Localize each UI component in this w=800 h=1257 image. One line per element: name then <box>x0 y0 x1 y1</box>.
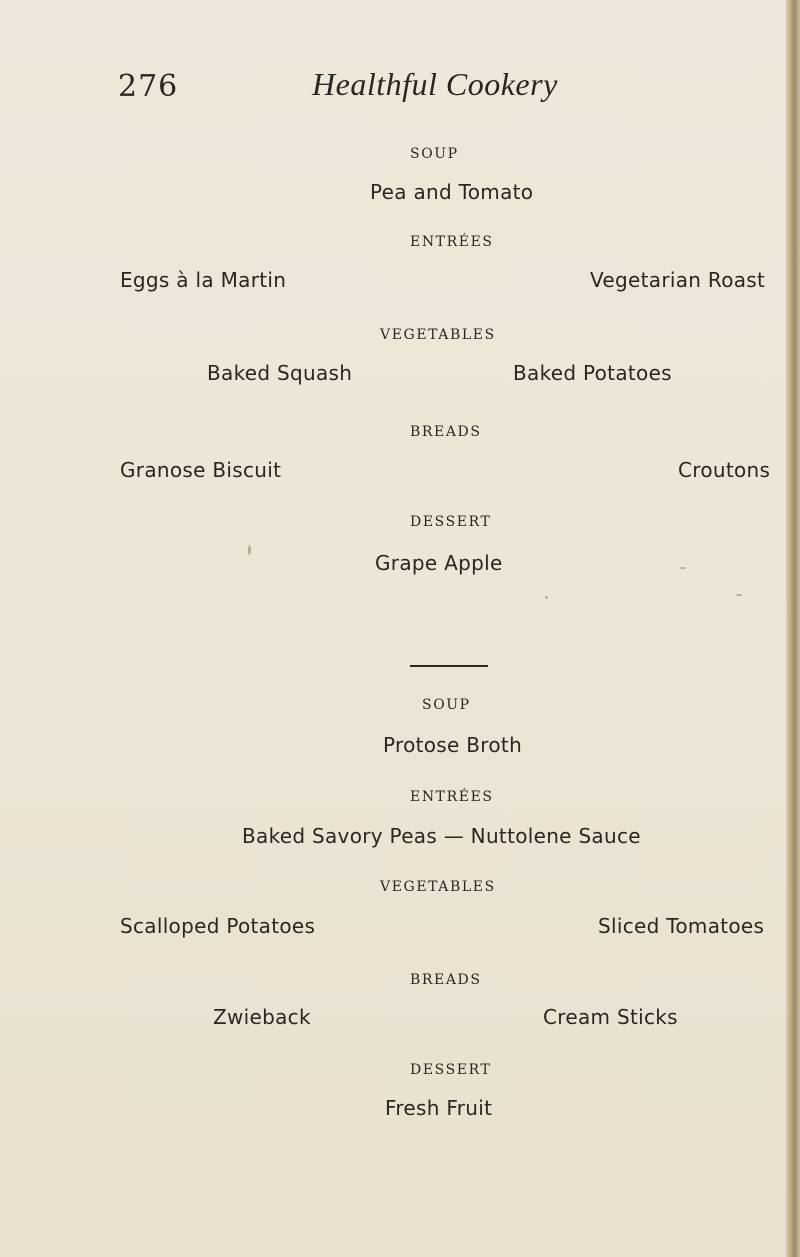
menu1-entree-left: Eggs à la Martin <box>120 268 287 292</box>
menu1-entree-right: Vegetarian Roast <box>590 268 766 292</box>
menu1-dessert-item: Grape Apple <box>375 551 503 575</box>
menu1-entrees-heading: ENTRÉES <box>410 234 494 250</box>
paper-speck <box>248 545 251 555</box>
menu2-bread-right: Cream Sticks <box>543 1005 678 1029</box>
menu1-vegetable-left: Baked Squash <box>207 361 353 385</box>
menu2-bread-left: Zwieback <box>213 1005 311 1029</box>
menu2-vegetable-left: Scalloped Potatoes <box>120 914 316 938</box>
menu2-dessert-heading: DESSERT <box>410 1062 492 1078</box>
menu1-soup-item: Pea and Tomato <box>370 180 534 204</box>
page-edge <box>786 0 800 1257</box>
menu2-soup-item: Protose Broth <box>383 733 523 757</box>
menu1-bread-left: Granose Biscuit <box>120 458 282 482</box>
page-number: 276 <box>118 69 179 104</box>
paper-speck <box>545 596 548 599</box>
menu2-vegetable-right: Sliced Tomatoes <box>598 914 765 938</box>
running-title: Healthful Cookery <box>312 66 558 102</box>
menu2-vegetables-heading: VEGETABLES <box>380 879 496 895</box>
menu1-vegetable-right: Baked Potatoes <box>513 361 672 385</box>
menu1-bread-right: Croutons <box>678 458 771 482</box>
menu2-entree-item: Baked Savory Peas — Nuttolene Sauce <box>242 824 641 848</box>
section-divider <box>410 665 488 667</box>
menu1-soup-heading: SOUP <box>410 146 459 162</box>
menu1-breads-heading: BREADS <box>410 424 482 440</box>
menu1-vegetables-heading: VEGETABLES <box>380 327 496 343</box>
menu2-entrees-heading: ENTRÉES <box>410 789 494 805</box>
paper-speck <box>736 594 742 596</box>
menu2-soup-heading: SOUP <box>422 697 471 713</box>
menu2-dessert-item: Fresh Fruit <box>385 1096 493 1120</box>
menu1-dessert-heading: DESSERT <box>410 514 492 530</box>
paper-speck <box>680 567 686 569</box>
menu2-breads-heading: BREADS <box>410 972 482 988</box>
